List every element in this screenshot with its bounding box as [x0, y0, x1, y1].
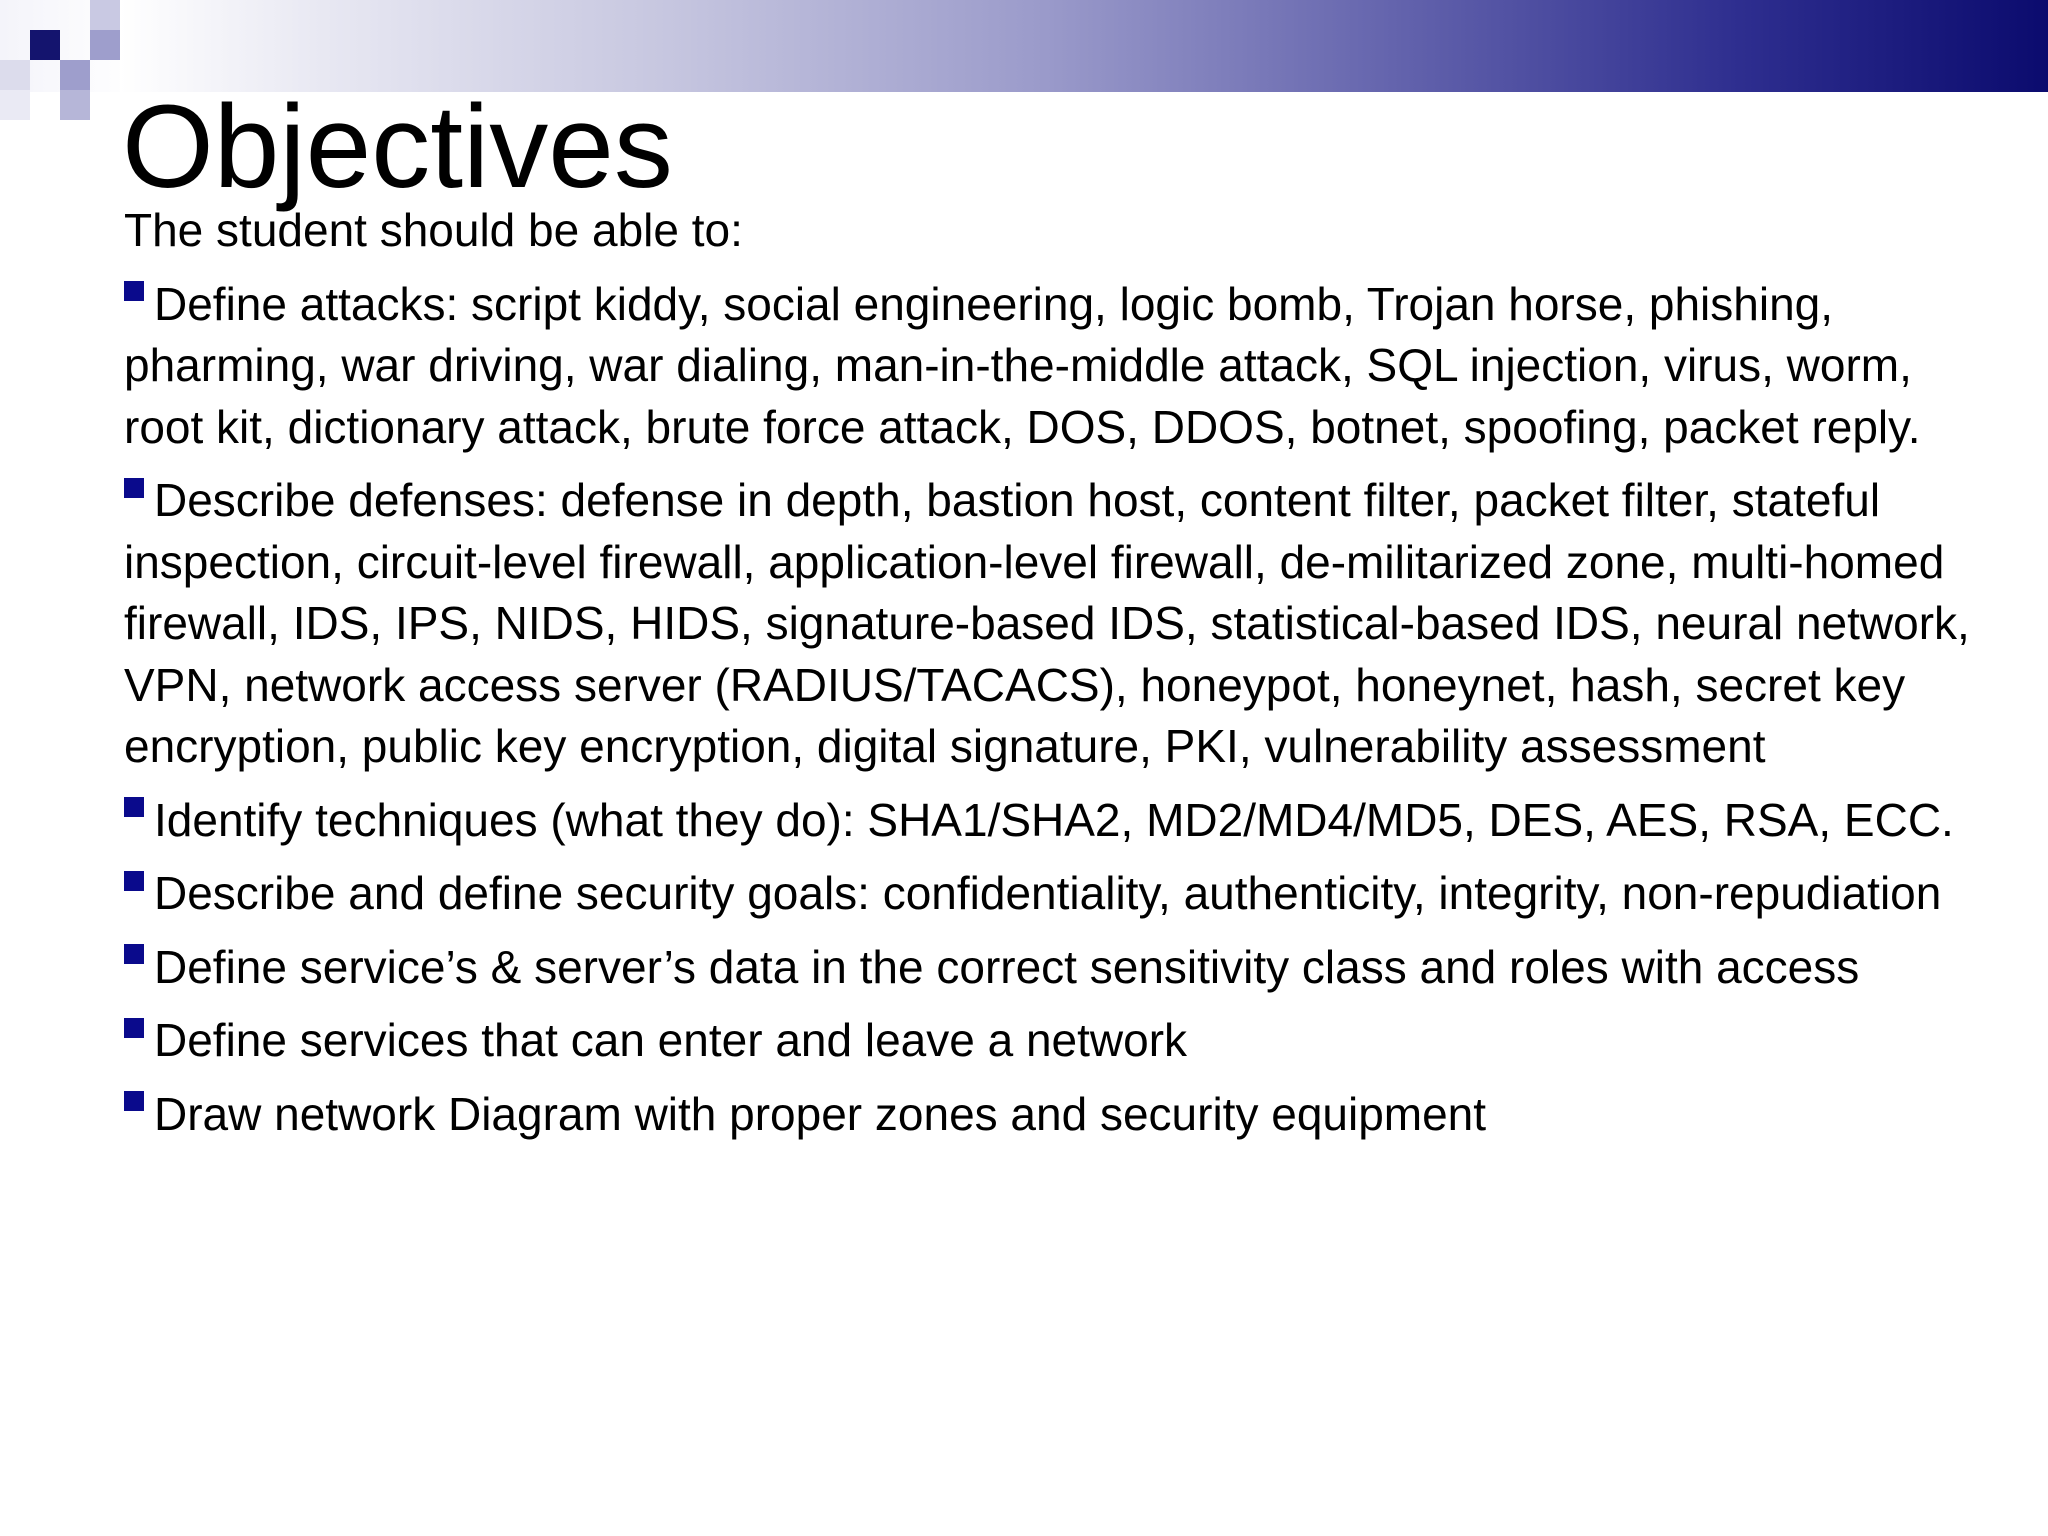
intro-text: The student should be able to:	[124, 204, 743, 256]
decorative-square	[60, 90, 90, 120]
bullet-item	[124, 470, 1984, 778]
square-bullet-icon	[124, 1018, 144, 1038]
decorative-square	[0, 90, 30, 120]
bullet-item	[124, 790, 1984, 852]
decorative-square	[30, 30, 60, 60]
bullet-item	[124, 937, 1984, 999]
square-bullet-icon	[124, 871, 144, 891]
square-bullet-icon	[124, 797, 144, 817]
bullet-text: Draw network Diagram with proper zones and security equipment	[154, 1087, 1487, 1140]
bullet-item	[124, 863, 1984, 925]
bullet-text: Define attacks: script kiddy, social engineering, logic bomb, Trojan horse, phishing, pharming, war driving, war dialing, man-in-the-middle attack, SQL injection, virus, worm, root kit, dictionary attack, brute force attack, DOS, DDOS, botnet, spoofing, packet reply.	[124, 277, 1921, 453]
bullet-text: Define service’s & server’s data in the correct sensitivity class and roles with access	[154, 940, 1860, 993]
bullet-item	[124, 1010, 1984, 1072]
bullet-item	[124, 274, 1984, 459]
bullet-text: Describe defenses: defense in depth, bastion host, content filter, packet filter, stateful inspection, circuit-level firewall, application-level firewall, de-militarized zone, multi-homed firewall, IDS, IPS, NIDS, HIDS, signature-based IDS, statistical-based IDS, neural network, VPN, network access server (RADIUS/TACACS), honeypot, honeynet, hash, secret key encryption, public key encryption, digital signature, PKI, vulnerability assessment	[124, 474, 1970, 772]
decorative-square	[90, 0, 120, 30]
bullet-text: Identify techniques (what they do): SHA1/SHA2, MD2/MD4/MD5, DES, AES, RSA, ECC.	[154, 793, 1954, 846]
bullet-text: Define services that can enter and leave a network	[154, 1014, 1188, 1066]
slide-content	[124, 200, 1984, 1157]
bullet-item	[124, 1084, 1984, 1146]
slide-title: Objectives	[122, 81, 673, 213]
header-gradient-bar	[120, 0, 2048, 92]
square-bullet-icon	[124, 478, 144, 498]
bullet-text: Describe and define security goals: confidentiality, authenticity, integrity, non-repudiation	[154, 867, 1942, 919]
decorative-square	[0, 60, 30, 90]
decorative-square	[60, 60, 90, 90]
square-bullet-icon	[124, 281, 144, 301]
square-bullet-icon	[124, 944, 144, 964]
decorative-square	[90, 30, 120, 60]
square-bullet-icon	[124, 1091, 144, 1111]
